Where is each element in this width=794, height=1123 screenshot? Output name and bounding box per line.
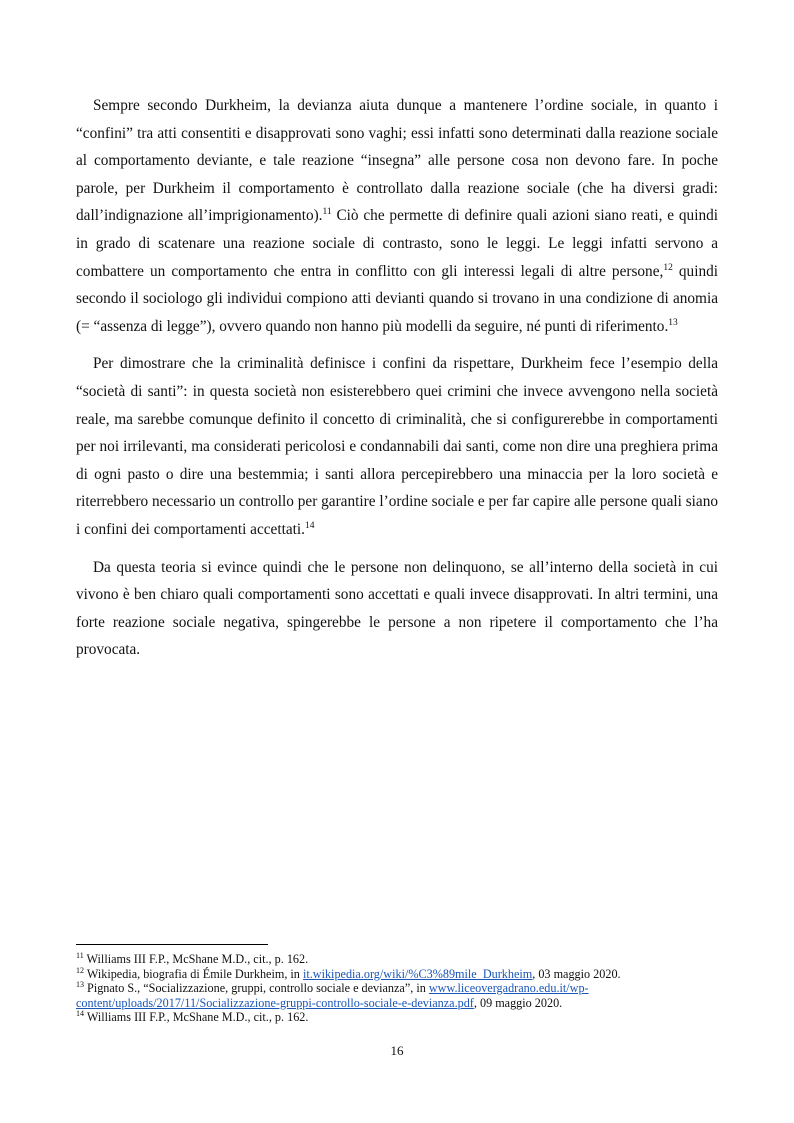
footnote-reference[interactable]: 14 (304, 520, 315, 531)
text-run: Sempre secondo Durkheim, la devianza aiuta dunque a mantenere l’ordine sociale, in quanto i “confini” tra atti consentiti e disapprovati sono vaghi; essi infatti sono determinati dalla reazione sociale al comportamento deviante, e tale reazione “insegna” alle persone cosa non devono fare. In poche parole, per Durkheim il comportamento è controllato dalla reazione sociale (che ha diversi gradi: dall’indignazione all’imprigionamento). (76, 97, 718, 225)
page-number: 16 (390, 1043, 404, 1058)
footnote (76, 952, 718, 967)
footnote-reference[interactable]: 11 (322, 207, 332, 218)
footnote-number: 12 (76, 965, 84, 975)
footnote-reference[interactable]: 12 (663, 262, 673, 273)
footnote-number: 11 (76, 950, 84, 960)
paragraph (76, 350, 718, 543)
text-run: Williams III F.P., McShane M.D., cit., p. 162. (84, 1010, 309, 1025)
text-run: Da questa teoria si evince quindi che le persone non delinquono, se all’interno della società in cui vivono è ben chiaro quali comportamenti sono accettati e quali invece disapprovati. In altri termini, una forte reazione sociale negativa, spingerebbe le persone a non ripetere il comportamento che l’ha provocata. (76, 558, 718, 659)
footnote (76, 967, 718, 982)
text-run: Per dimostrare che la criminalità definisce i confini da rispettare, Durkheim fece l’esempio della “società di santi”: in questa società non esisterebbero quei crimini che invece avvengono nella società reale, ma sarebbe comunque definito il concetto di criminalità, che si configurerebbe in comportamenti per noi irrilevanti, ma considerati pericolosi e condannabili dai santi, come non dire una preghiera prima di ogni pasto o dire una bestemmia; i santi allora percepirebbero una minaccia per la loro società e riterrebbero necessario un controllo per garantire l’ordine sociale e per far capire alle persone quali siano i confini dei comportamenti accettati. (76, 355, 718, 538)
text-run: Williams III F.P., McShane M.D., cit., p. 162. (83, 952, 309, 966)
footnotes (76, 952, 718, 1025)
footnote (76, 981, 718, 1010)
text-run: Ciò che permette di definire quali azioni siano reati, e quindi in grado di scatenare una reazione sociale di contrasto, sono le leggi. Le leggi infatti servono a combattere un comportamento che entra in conflitto con gli interessi legali di altre persone, (76, 207, 718, 280)
footnote-number: 13 (76, 980, 84, 990)
footnote-reference[interactable]: 13 (668, 317, 678, 328)
reference-link[interactable]: it.wikipedia.org/wiki/%C3%89mile_Durkheim (302, 966, 533, 981)
reference-link[interactable]: www.liceovergadrano.edu.it/wp-content/uploads/2017/11/Socializzazione-gruppi-controllo-sociale-e-devianza.pdf (76, 981, 589, 1010)
text-run: Wikipedia, biografia di Émile Durkheim, in (84, 966, 303, 981)
paragraph (76, 554, 718, 664)
body-text (76, 92, 718, 674)
footnote-separator (76, 944, 268, 945)
text-run: , 09 maggio 2020. (473, 995, 563, 1010)
text-run: quindi secondo il sociologo gli individui compiono atti devianti quando si trovano in una condizione di anomia (= “assenza di legge”), ovvero quando non hanno più modelli da seguire, né punti di riferimento. (76, 262, 718, 335)
footnote (76, 1010, 718, 1025)
text-run: Pignato S., “Socializzazione, gruppi, controllo sociale e devianza”, in (84, 981, 429, 996)
text-run: , 03 maggio 2020. (532, 966, 621, 981)
paragraph (76, 92, 718, 340)
footnote-number: 14 (76, 1009, 84, 1019)
